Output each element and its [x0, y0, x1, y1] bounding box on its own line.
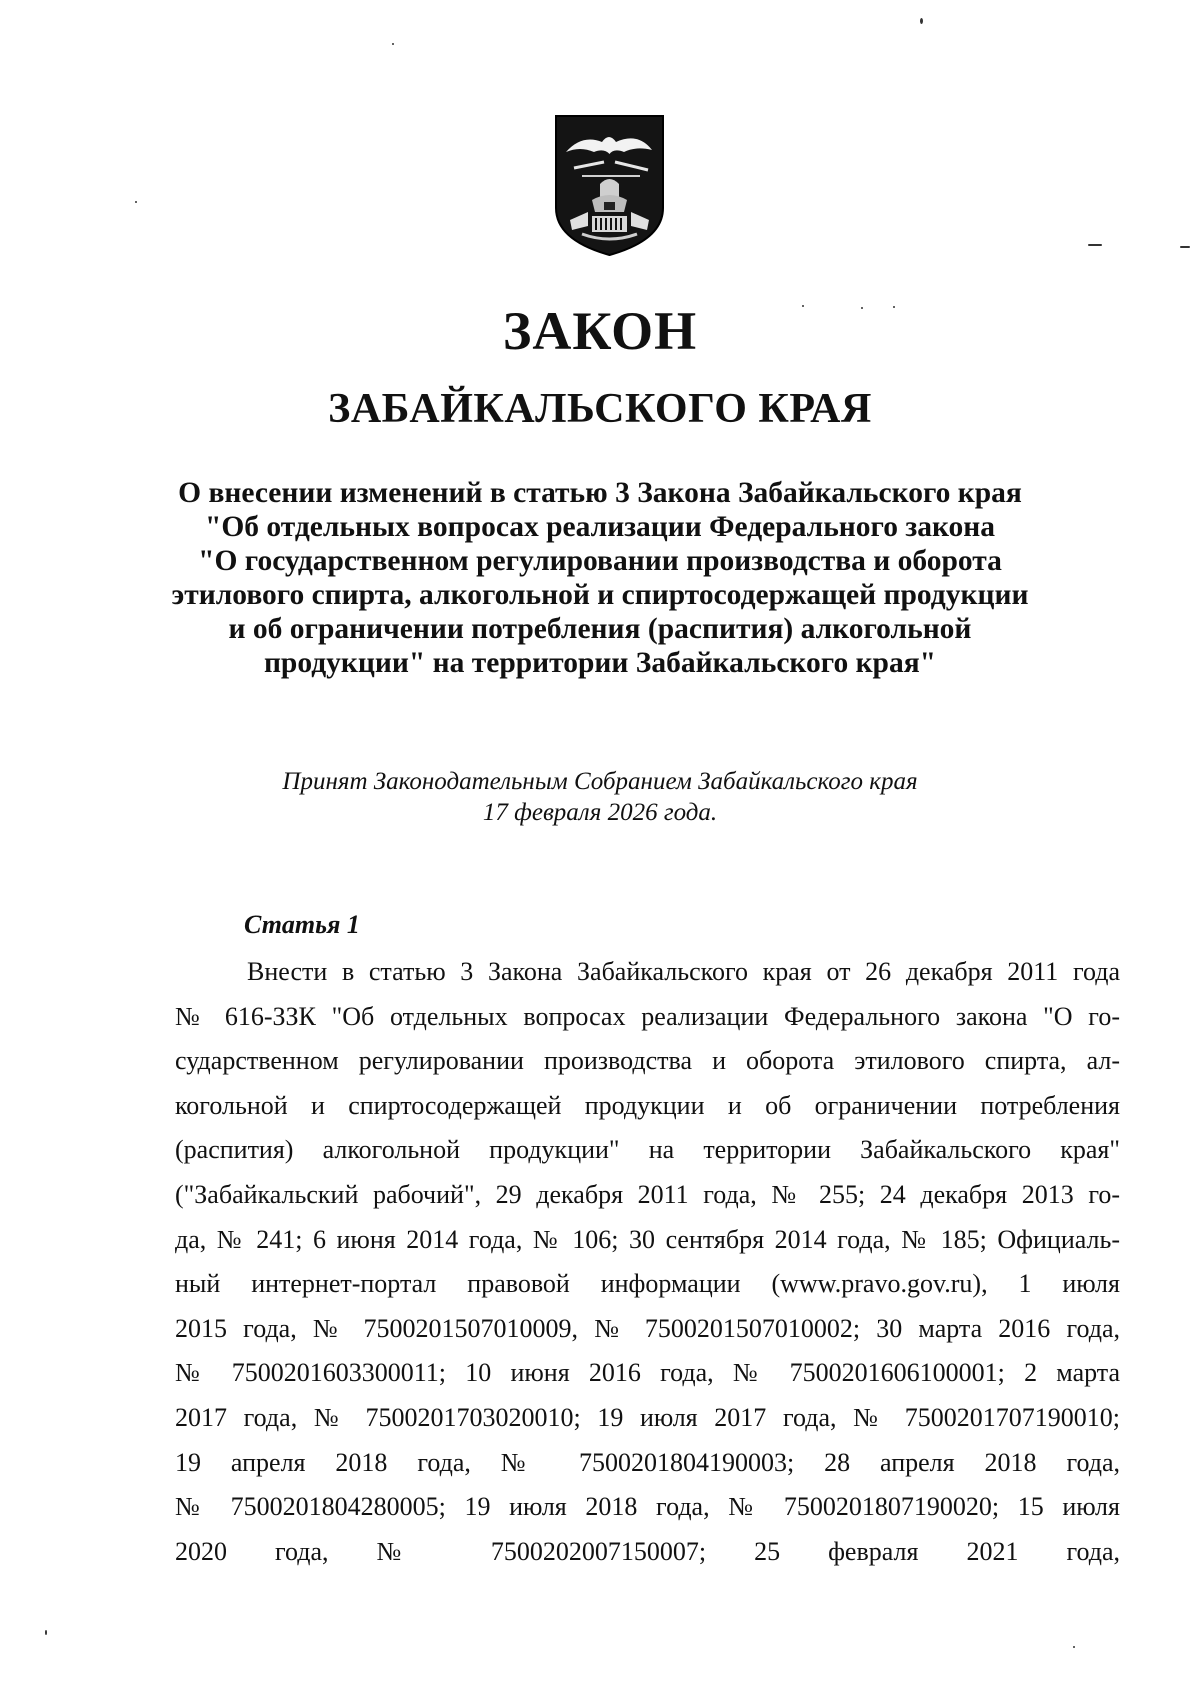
- article-line: ("Забайкальский рабочий", 29 декабря 2011 года, № 255; 24 декабря 2013 го-: [175, 1179, 1120, 1209]
- subject-line: продукции" на территории Забайкальского края": [263, 647, 937, 679]
- scan-speck: [802, 305, 804, 307]
- adoption-note: [150, 766, 1050, 828]
- subject-line: "Об отдельных вопросах реализации Федерального закона: [204, 511, 996, 543]
- law-subject: [150, 476, 1050, 680]
- article-line: № 7500201603300011; 10 июня 2016 года, № 7500201606100001; 2 марта: [175, 1358, 1120, 1388]
- scan-speck: [893, 306, 895, 308]
- article-line: когольной и спиртосодержащей продукции и об ограничении потребления: [175, 1090, 1120, 1120]
- article-line: 2015 года, № 7500201507010009, № 7500201507010002; 30 марта 2016 года,: [175, 1313, 1120, 1343]
- coat-of-arms-emblem: [552, 112, 667, 258]
- subject-line: этилового спирта, алкогольной и спиртосодержащей продукции: [171, 579, 1029, 611]
- article-line: (распития) алкогольной продукции" на территории Забайкальского края": [175, 1135, 1120, 1165]
- article-line: 2017 года, № 7500201703020010; 19 июля 2017 года, № 7500201707190010;: [175, 1402, 1120, 1432]
- article-heading: Статья 1: [244, 910, 360, 939]
- article-line: 2020 года, № 7500202007150007; 25 февраля 2021 года,: [175, 1536, 1120, 1566]
- scan-speck: [135, 201, 137, 203]
- region-title: ЗАБАЙКАЛЬСКОГО КРАЯ: [328, 386, 872, 432]
- subject-line: О внесении изменений в статью 3 Закона Забайкальского края: [178, 477, 1022, 509]
- scan-speck: [1073, 1646, 1075, 1648]
- article-line: сударственном регулировании производства и оборота этилового спирта, ал-: [175, 1046, 1120, 1076]
- law-title: ЗАКОН: [502, 301, 698, 361]
- article-line: № 7500201804280005; 19 июля 2018 года, № 7500201807190020; 15 июля: [175, 1492, 1120, 1522]
- scan-speck: [392, 43, 394, 45]
- scan-speck: [1180, 246, 1190, 248]
- adoption-line: Принят Законодательным Собранием Забайкальского края: [282, 768, 918, 795]
- adoption-date: 17 февраля 2026 года.: [482, 799, 718, 826]
- article-line: да, № 241; 6 июня 2014 года, № 106; 30 сентября 2014 года, № 185; Официаль-: [175, 1224, 1120, 1254]
- scan-speck: [45, 1630, 47, 1635]
- article-line: 19 апреля 2018 года, № 7500201804190003; 28 апреля 2018 года,: [175, 1447, 1120, 1477]
- scan-speck: [861, 307, 863, 309]
- scan-speck: [920, 18, 923, 24]
- article-line: Внести в статью 3 Закона Забайкальского края от 26 декабря 2011 года: [247, 957, 1120, 986]
- article-body: [175, 950, 1120, 1574]
- article-line: № 616-ЗЗК "Об отдельных вопросах реализации Федерального закона "О го-: [175, 1001, 1120, 1031]
- subject-line: и об ограничении потребления (распития) алкогольной: [228, 613, 972, 645]
- subject-line: "О государственном регулировании производства и оборота: [198, 545, 1002, 577]
- scan-speck: [1088, 244, 1102, 246]
- article-line: ный интернет-портал правовой информации (www.pravo.gov.ru), 1 июля: [175, 1269, 1120, 1299]
